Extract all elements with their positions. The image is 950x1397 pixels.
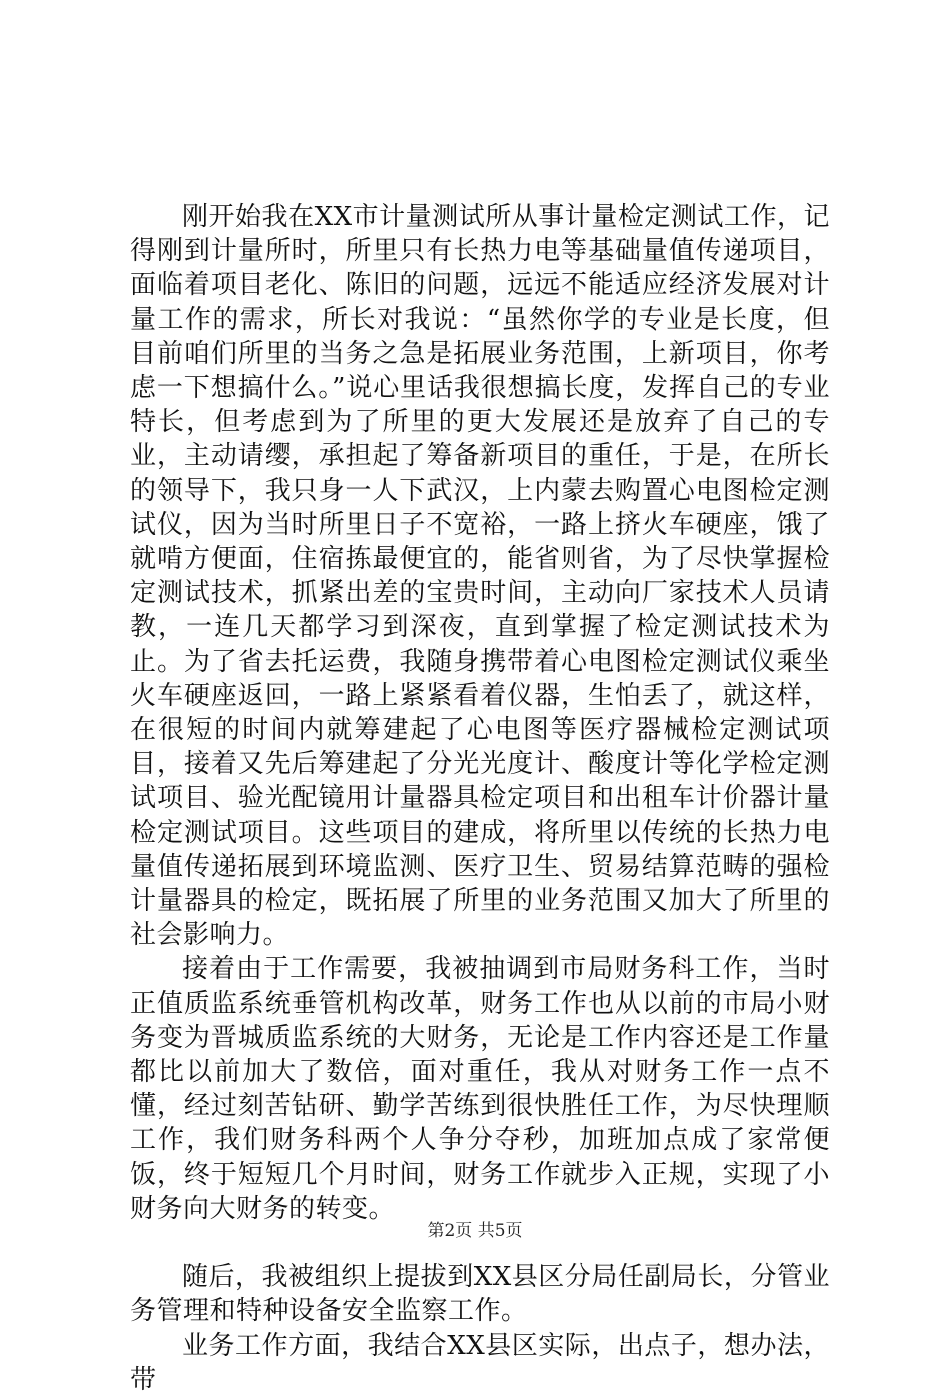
page-footer: 第2页 共5页 [427,1221,523,1241]
paragraph-promotion: 随后，我被组织上提拔到XX县区分局任副局长，分管业务管理和特种设备安全监察工作。 [130,1262,830,1327]
paragraph-finance-work: 接着由于工作需要，我被抽调到市局财务科工作，当时正值质监系统垂管机构改革，财务工作也从以前的市局小财务变为晋城质监系统的大财务，无论是工作内容还是工作量都比以前加大了数倍，面对重任，我从对财务工作一点不懂，经过刻苦钻研、勤学苦练到很快胜任工作，为尽快理顺工作，我们财务科两个人争分夺秒，加班加点成了家常便饭，终于短短几个月时间，财务工作就步入正规，实现了小财务向大财务的转变。 [130,954,830,1224]
paragraph-business-work: 业务工作方面，我结合XX县区实际，出点子，想办法，带 [130,1330,830,1395]
paragraph-metrology-work: 刚开始我在XX市计量测试所从事计量检定测试工作，记得刚到计量所时，所里只有长热力电等基础量值传递项目，面临着项目老化、陈旧的问题，远远不能适应经济发展对计量工作的需求，所长对我说：“虽然你学的专业是长度，但目前咱们所里的当务之急是拓展业务范围，上新项目，你考虑一下想搞什么。”说心里话我很想搞长度，发挥自己的专业特长，但考虑到为了所里的更大发展还是放弃了自己的专业，主动请缨，承担起了筹备新项目的重任，于是，在所长的领导下，我只身一人下武汉，上内蒙去购置心电图检定测试仪，因为当时所里日子不宽裕，一路上挤火车硬座，饿了就啃方便面，住宿拣最便宜的，能省则省，为了尽快掌握检定测试技术，抓紧出差的宝贵时间，主动向厂家技术人员请教，一连几天都学习到深夜，直到掌握了检定测试技术为止。为了省去托运费，我随身携带着心电图检定测试仪乘坐火车硬座返回，一路上紧紧看着仪器，生怕丢了，就这样，在很短的时间内就筹建起了心电图等医疗器械检定测试项目，接着又先后筹建起了分光光度计、酸度计等化学检定测试项目、验光配镜用计量器具检定项目和出租车计价器计量检定测试项目。这些项目的建成，将所里以传统的长热力电量值传递拓展到环境监测、医疗卫生、贸易结算范畴的强检计量器具的检定，既拓展了所里的业务范围又加大了所里的社会影响力。 [130,202,830,951]
